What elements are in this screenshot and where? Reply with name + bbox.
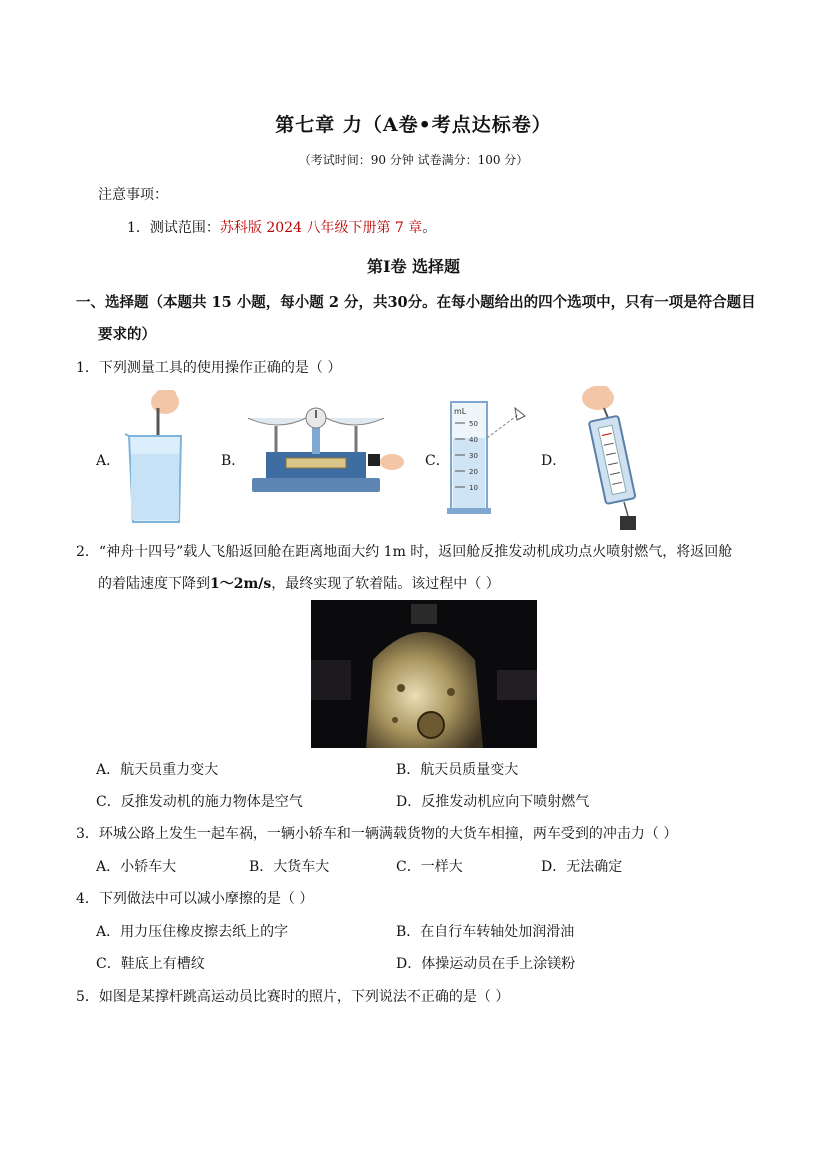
- q3-option-a: A．小轿车大: [96, 859, 177, 875]
- notice-label: 注意事项：: [98, 187, 168, 203]
- return-capsule-photo: [311, 600, 537, 748]
- test-scope: [127, 217, 436, 237]
- q3-option-b: B．大货车大: [249, 859, 330, 875]
- cylinder-unit-label: mL: [454, 407, 467, 416]
- exam-info: （考试时间：90 分钟 试卷满分：100 分）: [298, 153, 529, 167]
- section-title: 第Ⅰ卷 选择题: [366, 257, 461, 276]
- q1-option-c-label: C．: [425, 453, 450, 469]
- balance-scale-image: [246, 388, 406, 494]
- cylinder-tick-50: 50: [469, 420, 478, 428]
- q3-option-d: D．无法确定: [541, 859, 623, 875]
- cylinder-tick-20: 20: [469, 468, 478, 476]
- cylinder-tick-10: 10: [469, 484, 478, 492]
- question-5-stem: 5．如图是某撑杆跳高运动员比赛时的照片，下列说法不正确的是（ ）: [76, 989, 510, 1005]
- q1-option-d-label: D．: [541, 453, 567, 469]
- question-3-stem: 3．环城公路上发生一起车祸，一辆小轿车和一辆满载货物的大货车相撞，两车受到的冲击力（ ）: [76, 826, 678, 842]
- q2-stem-part-a: 的着陆速度下降到: [98, 576, 210, 592]
- question-1-stem: 1．下列测量工具的使用操作正确的是（ ）: [76, 360, 342, 376]
- part-heading-line2: 要求的）: [98, 326, 156, 343]
- q1-option-a-label: A．: [96, 453, 121, 469]
- question-4-stem: 4．下列做法中可以减小摩擦的是（ ）: [76, 891, 314, 907]
- q2-option-c: C．反推发动机的施力物体是空气: [96, 794, 303, 810]
- q2-option-a: A．航天员重力变大: [96, 762, 219, 778]
- scope-prefix: 1．测试范围：: [127, 220, 220, 236]
- scope-suffix: 。: [422, 220, 437, 236]
- q2-option-b: B．航天员质量变大: [396, 762, 519, 778]
- q2-stem-part-c: ，最终实现了软着陆。该过程中（ ）: [271, 576, 500, 592]
- thermometer-beaker-image: [125, 388, 187, 526]
- q4-option-a: A．用力压住橡皮擦去纸上的字: [96, 924, 289, 940]
- q2-option-d: D．反推发动机应向下喷射燃气: [396, 794, 590, 810]
- spring-scale-image: [568, 384, 640, 532]
- q1-option-b-label: B．: [221, 453, 246, 469]
- scope-value: 苏科版 2024 八年级下册第 7 章: [219, 220, 423, 236]
- page-title: 第七章 力（A卷•考点达标卷）: [275, 114, 552, 136]
- q4-option-d: D．体操运动员在手上涂镁粉: [396, 956, 576, 972]
- measuring-cylinder-image: [447, 396, 529, 516]
- question-2-stem-line2: [98, 573, 500, 593]
- q4-option-b: B．在自行车转轴处加润滑油: [396, 924, 575, 940]
- question-2-stem-line1: 2．“神舟十四号”载人飞船返回舱在距离地面大约 1m 时，返回舱反推发动机成功点火喷射燃气，将返回舱: [76, 544, 733, 560]
- part-heading-line1: 一、选择题（本题共 15 小题，每小题 2 分，共30分。在每小题给出的四个选项中，只有一项是符合题目: [76, 294, 756, 311]
- q4-option-c: C．鞋底上有槽纹: [96, 956, 205, 972]
- cylinder-tick-40: 40: [469, 436, 478, 444]
- q3-option-c: C．一样大: [396, 859, 463, 875]
- cylinder-tick-30: 30: [469, 452, 478, 460]
- q2-speed-value: 1～2m/s: [210, 576, 272, 592]
